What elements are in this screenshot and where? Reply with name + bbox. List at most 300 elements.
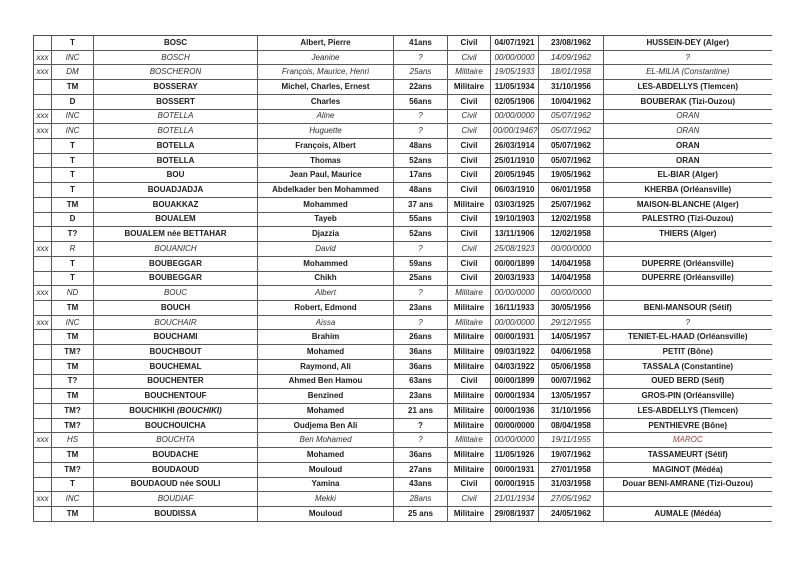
cell-code: T — [52, 168, 94, 183]
cell-surname: BOUBEGGAR — [94, 256, 258, 271]
cell-birth-date: 16/11/1933 — [491, 300, 539, 315]
cell-status: Civil — [448, 477, 491, 492]
cell-code: D — [52, 94, 94, 109]
cell-code: TM? — [52, 403, 94, 418]
cell-status: Militaire — [448, 65, 491, 80]
cell-age: 17ans — [394, 168, 448, 183]
table-row — [34, 183, 772, 198]
cell-code: INC — [52, 50, 94, 65]
cell-firstnames: Chikh — [258, 271, 394, 286]
cell-firstnames: Aline — [258, 109, 394, 124]
cell-birth-date: 00/00/0000 — [491, 433, 539, 448]
table-row — [34, 477, 772, 492]
cell-code: T — [52, 256, 94, 271]
cell-code: T? — [52, 374, 94, 389]
cell-code: T — [52, 153, 94, 168]
cell-code: TM? — [52, 345, 94, 360]
cell-event-date: 24/05/1962 — [539, 507, 604, 522]
cell-firstnames: Albert, Pierre — [258, 36, 394, 51]
cell-surname: BOSC — [94, 36, 258, 51]
table-row — [34, 80, 772, 95]
cell-age: 36ans — [394, 448, 448, 463]
cell-birth-date: 00/00/0000 — [491, 286, 539, 301]
table-row — [34, 109, 772, 124]
cell-place: EL-BIAR (Alger) — [604, 168, 772, 183]
cell-place: AUMALE (Médéa) — [604, 507, 772, 522]
cell-flag: xxx — [34, 433, 52, 448]
cell-flag: xxx — [34, 109, 52, 124]
cell-birth-date: 11/05/1926 — [491, 448, 539, 463]
cell-place: ? — [604, 50, 772, 65]
cell-firstnames: Huguette — [258, 124, 394, 139]
cell-code: TM — [52, 330, 94, 345]
cell-flag — [34, 183, 52, 198]
cell-age: ? — [394, 242, 448, 257]
cell-age: 48ans — [394, 183, 448, 198]
table-row — [34, 330, 772, 345]
table-row — [34, 315, 772, 330]
cell-place: KHERBA (Orléansville) — [604, 183, 772, 198]
cell-status: Militaire — [448, 433, 491, 448]
cell-firstnames: Aissa — [258, 315, 394, 330]
cell-age: 52ans — [394, 227, 448, 242]
cell-event-date: 00/00/0000 — [539, 286, 604, 301]
table-row — [34, 300, 772, 315]
table-row — [34, 94, 772, 109]
cell-firstnames: Yamina — [258, 477, 394, 492]
cell-surname: BOUCHAMI — [94, 330, 258, 345]
cell-place: EL-MILIA (Constantine) — [604, 65, 772, 80]
cell-event-date: 19/11/1955 — [539, 433, 604, 448]
cell-birth-date: 00/00/0000 — [491, 109, 539, 124]
cell-event-date: 31/10/1956 — [539, 403, 604, 418]
cell-surname: BOUALEM née BETTAHAR — [94, 227, 258, 242]
cell-flag — [34, 80, 52, 95]
cell-status: Civil — [448, 168, 491, 183]
cell-flag — [34, 507, 52, 522]
cell-birth-date: 03/03/1925 — [491, 197, 539, 212]
cell-age: 21 ans — [394, 403, 448, 418]
cell-place — [604, 242, 772, 257]
cell-place: PALESTRO (Tizi-Ouzou) — [604, 212, 772, 227]
cell-birth-date: 00/00/1934 — [491, 389, 539, 404]
cell-event-date: 12/02/1958 — [539, 212, 604, 227]
cell-flag: xxx — [34, 124, 52, 139]
cell-event-date: 31/10/1956 — [539, 80, 604, 95]
cell-status: Civil — [448, 242, 491, 257]
surname-text: BOUCHIKHI — [129, 405, 175, 415]
table-row — [34, 345, 772, 360]
cell-surname: BOUCHBOUT — [94, 345, 258, 360]
cell-age: ? — [394, 286, 448, 301]
cell-status: Militaire — [448, 315, 491, 330]
cell-code: T — [52, 477, 94, 492]
cell-status: Militaire — [448, 330, 491, 345]
cell-surname: BOUALEM — [94, 212, 258, 227]
cell-age: ? — [394, 315, 448, 330]
cell-birth-date: 06/03/1910 — [491, 183, 539, 198]
table-row — [34, 153, 772, 168]
cell-surname: BOUCHENTER — [94, 374, 258, 389]
cell-code: HS — [52, 433, 94, 448]
cell-event-date: 00/00/0000 — [539, 242, 604, 257]
cell-surname: BOUDISSA — [94, 507, 258, 522]
cell-firstnames: Jeanine — [258, 50, 394, 65]
cell-flag — [34, 359, 52, 374]
cell-flag — [34, 256, 52, 271]
cell-event-date: 08/04/1958 — [539, 418, 604, 433]
table-row — [34, 168, 772, 183]
cell-flag — [34, 374, 52, 389]
cell-event-date: 31/03/1958 — [539, 477, 604, 492]
cell-code: TM — [52, 197, 94, 212]
cell-place: TASSAMEURT (Sétif) — [604, 448, 772, 463]
table-row — [34, 286, 772, 301]
cell-place: DUPERRE (Orléansville) — [604, 256, 772, 271]
cell-place: THIERS (Alger) — [604, 227, 772, 242]
cell-surname: BOSSERT — [94, 94, 258, 109]
cell-surname: BOTELLA — [94, 153, 258, 168]
cell-age: 41ans — [394, 36, 448, 51]
table-row — [34, 374, 772, 389]
table-row — [34, 36, 772, 51]
cell-age: 56ans — [394, 94, 448, 109]
cell-surname: BOUCHENTOUF — [94, 389, 258, 404]
cell-event-date: 14/09/1962 — [539, 50, 604, 65]
cell-event-date: 05/07/1962 — [539, 153, 604, 168]
cell-status: Militaire — [448, 286, 491, 301]
cell-status: Civil — [448, 109, 491, 124]
cell-event-date: 06/01/1958 — [539, 183, 604, 198]
cell-place: ORAN — [604, 139, 772, 154]
cell-code: TM — [52, 359, 94, 374]
cell-firstnames: Raymond, Ali — [258, 359, 394, 374]
cell-firstnames: Jean Paul, Maurice — [258, 168, 394, 183]
cell-surname: BOTELLA — [94, 139, 258, 154]
table-row — [34, 271, 772, 286]
cell-surname: BOUCHEMAL — [94, 359, 258, 374]
cell-code: INC — [52, 109, 94, 124]
cell-flag — [34, 345, 52, 360]
cell-surname: BOUC — [94, 286, 258, 301]
cell-event-date: 27/05/1962 — [539, 492, 604, 507]
cell-status: Civil — [448, 124, 491, 139]
cell-status: Civil — [448, 94, 491, 109]
table-row — [34, 462, 772, 477]
cell-birth-date: 20/05/1945 — [491, 168, 539, 183]
cell-firstnames: Charles — [258, 94, 394, 109]
cell-code: INC — [52, 492, 94, 507]
cell-flag: xxx — [34, 286, 52, 301]
cell-flag — [34, 300, 52, 315]
cell-status: Militaire — [448, 80, 491, 95]
cell-event-date: 14/04/1958 — [539, 271, 604, 286]
cell-code: TM — [52, 448, 94, 463]
cell-birth-date: 11/05/1934 — [491, 80, 539, 95]
cell-event-date: 14/04/1958 — [539, 256, 604, 271]
cell-flag — [34, 448, 52, 463]
cell-place: Douar BENI-AMRANE (Tizi-Ouzou) — [604, 477, 772, 492]
cell-code: R — [52, 242, 94, 257]
cell-place: BOUBERAK (Tizi-Ouzou) — [604, 94, 772, 109]
cell-status: Civil — [448, 212, 491, 227]
cell-birth-date: 21/01/1934 — [491, 492, 539, 507]
cell-status: Civil — [448, 256, 491, 271]
cell-event-date: 05/07/1962 — [539, 124, 604, 139]
cell-status: Militaire — [448, 389, 491, 404]
cell-age: 27ans — [394, 462, 448, 477]
cell-age: 26ans — [394, 330, 448, 345]
cell-surname: BOUDACHE — [94, 448, 258, 463]
cell-birth-date: 20/03/1933 — [491, 271, 539, 286]
cell-status: Civil — [448, 492, 491, 507]
cell-status: Militaire — [448, 418, 491, 433]
cell-status: Civil — [448, 183, 491, 198]
cell-code: TM — [52, 507, 94, 522]
table-row — [34, 212, 772, 227]
cell-age: 25 ans — [394, 507, 448, 522]
cell-flag: xxx — [34, 242, 52, 257]
cell-status: Civil — [448, 227, 491, 242]
table-row — [34, 139, 772, 154]
cell-surname: BOUDAOUD née SOULI — [94, 477, 258, 492]
cell-code: TM? — [52, 462, 94, 477]
cell-firstnames: Mohamed — [258, 403, 394, 418]
cell-status: Militaire — [448, 345, 491, 360]
cell-event-date: 29/12/1955 — [539, 315, 604, 330]
cell-code: DM — [52, 65, 94, 80]
cell-birth-date: 04/03/1922 — [491, 359, 539, 374]
cell-place: TASSALA (Constantine) — [604, 359, 772, 374]
cell-birth-date: 25/01/1910 — [491, 153, 539, 168]
cell-birth-date: 00/00/0000 — [491, 50, 539, 65]
table-row — [34, 433, 772, 448]
cell-flag — [34, 197, 52, 212]
cell-firstnames: Mouloud — [258, 507, 394, 522]
cell-event-date: 05/06/1958 — [539, 359, 604, 374]
cell-status: Militaire — [448, 507, 491, 522]
table-row — [34, 448, 772, 463]
cell-age: ? — [394, 433, 448, 448]
table-row — [34, 359, 772, 374]
cell-age: ? — [394, 109, 448, 124]
cell-surname: BOUDIAF — [94, 492, 258, 507]
cell-flag: xxx — [34, 50, 52, 65]
cell-surname: BOUCHAIR — [94, 315, 258, 330]
cell-place: MAISON-BLANCHE (Alger) — [604, 197, 772, 212]
cell-birth-date: 00/00/1946? — [491, 124, 539, 139]
cell-code: INC — [52, 124, 94, 139]
cell-event-date: 14/05/1957 — [539, 330, 604, 345]
cell-birth-date: 00/00/0000 — [491, 418, 539, 433]
cell-surname: BOUCH — [94, 300, 258, 315]
cell-age: 48ans — [394, 139, 448, 154]
cell-firstnames: Robert, Edmond — [258, 300, 394, 315]
cell-status: Militaire — [448, 197, 491, 212]
cell-firstnames: Mouloud — [258, 462, 394, 477]
cell-birth-date: 25/08/1923 — [491, 242, 539, 257]
cell-flag — [34, 477, 52, 492]
cell-event-date: 00/07/1962 — [539, 374, 604, 389]
cell-place: GROS-PIN (Orléansville) — [604, 389, 772, 404]
cell-status: Militaire — [448, 403, 491, 418]
cell-status: Civil — [448, 153, 491, 168]
table-row — [34, 403, 772, 418]
cell-age: 37 ans — [394, 197, 448, 212]
cell-firstnames: David — [258, 242, 394, 257]
cell-code: ND — [52, 286, 94, 301]
cell-code: TM — [52, 80, 94, 95]
cell-event-date: 27/01/1958 — [539, 462, 604, 477]
cell-place: ? — [604, 315, 772, 330]
cell-flag — [34, 212, 52, 227]
cell-birth-date: 00/00/1931 — [491, 330, 539, 345]
table-row — [34, 65, 772, 80]
cell-status: Civil — [448, 50, 491, 65]
cell-place: MAGINOT (Médéa) — [604, 462, 772, 477]
cell-firstnames: Oudjema Ben Ali — [258, 418, 394, 433]
cell-age: 23ans — [394, 389, 448, 404]
cell-event-date: 05/07/1962 — [539, 109, 604, 124]
cell-place — [604, 492, 772, 507]
cell-age: 28ans — [394, 492, 448, 507]
cell-firstnames: Benzined — [258, 389, 394, 404]
cell-firstnames: Djazzia — [258, 227, 394, 242]
cell-flag: xxx — [34, 492, 52, 507]
cell-surname: BOSSERAY — [94, 80, 258, 95]
cell-age: 63ans — [394, 374, 448, 389]
cell-flag — [34, 418, 52, 433]
cell-code: T — [52, 36, 94, 51]
table-row — [34, 124, 772, 139]
cell-surname: BOSCH — [94, 50, 258, 65]
table-row — [34, 389, 772, 404]
cell-place: TENIET-EL-HAAD (Orléansville) — [604, 330, 772, 345]
cell-age: ? — [394, 124, 448, 139]
cell-birth-date: 09/03/1922 — [491, 345, 539, 360]
cell-flag: xxx — [34, 315, 52, 330]
table-row — [34, 418, 772, 433]
cell-birth-date: 04/07/1921 — [491, 36, 539, 51]
cell-birth-date: 19/05/1933 — [491, 65, 539, 80]
cell-firstnames: Ahmed Ben Hamou — [258, 374, 394, 389]
cell-age: 25ans — [394, 65, 448, 80]
cell-place: LES-ABDELLYS (Tlemcen) — [604, 403, 772, 418]
cell-age: 59ans — [394, 256, 448, 271]
cell-flag — [34, 36, 52, 51]
cell-place: ORAN — [604, 109, 772, 124]
cell-code: D — [52, 212, 94, 227]
cell-age: 22ans — [394, 80, 448, 95]
table-row — [34, 256, 772, 271]
cell-birth-date: 26/03/1914 — [491, 139, 539, 154]
cell-birth-date: 00/00/1899 — [491, 256, 539, 271]
cell-age: 52ans — [394, 153, 448, 168]
cell-place: PENTHIEVRE (Bône) — [604, 418, 772, 433]
cell-status: Militaire — [448, 300, 491, 315]
cell-code: TM? — [52, 418, 94, 433]
cell-birth-date: 00/00/1915 — [491, 477, 539, 492]
cell-firstnames: Thomas — [258, 153, 394, 168]
cell-event-date: 23/08/1962 — [539, 36, 604, 51]
cell-birth-date: 00/00/0000 — [491, 315, 539, 330]
cell-code: TM — [52, 389, 94, 404]
cell-age: 25ans — [394, 271, 448, 286]
cell-code: T — [52, 271, 94, 286]
cell-birth-date: 13/11/1906 — [491, 227, 539, 242]
cell-surname: BOTELLA — [94, 124, 258, 139]
cell-firstnames: Michel, Charles, Ernest — [258, 80, 394, 95]
surname-alt-text: (BOUCHIKI) — [176, 405, 222, 415]
cell-firstnames: Mohammed — [258, 256, 394, 271]
cell-code: T — [52, 139, 94, 154]
cell-place: ORAN — [604, 153, 772, 168]
table-row — [34, 197, 772, 212]
cell-status: Civil — [448, 139, 491, 154]
cell-code: TM — [52, 300, 94, 315]
cell-flag — [34, 271, 52, 286]
cell-firstnames: Mekki — [258, 492, 394, 507]
cell-age: 23ans — [394, 300, 448, 315]
cell-surname: BOU — [94, 168, 258, 183]
cell-surname: BOUBEGGAR — [94, 271, 258, 286]
cell-code: T? — [52, 227, 94, 242]
table-row — [34, 50, 772, 65]
cell-firstnames: Mohamed — [258, 345, 394, 360]
cell-event-date: 12/02/1958 — [539, 227, 604, 242]
cell-flag: xxx — [34, 65, 52, 80]
cell-surname: BOUCHOUICHA — [94, 418, 258, 433]
cell-code: INC — [52, 315, 94, 330]
cell-event-date: 04/06/1958 — [539, 345, 604, 360]
cell-surname: BOTELLA — [94, 109, 258, 124]
cell-age: ? — [394, 50, 448, 65]
cell-birth-date: 00/00/1931 — [491, 462, 539, 477]
cell-firstnames: Mohamed — [258, 448, 394, 463]
cell-surname — [94, 403, 258, 418]
cell-place: MAROC — [604, 433, 772, 448]
cell-status: Militaire — [448, 448, 491, 463]
cell-place: BENI-MANSOUR (Sétif) — [604, 300, 772, 315]
cell-event-date: 25/07/1962 — [539, 197, 604, 212]
cell-flag — [34, 139, 52, 154]
cell-place: LES-ABDELLYS (Tlemcen) — [604, 80, 772, 95]
cell-event-date: 18/01/1958 — [539, 65, 604, 80]
cell-status: Militaire — [448, 462, 491, 477]
cell-event-date: 13/05/1957 — [539, 389, 604, 404]
cell-firstnames: Tayeb — [258, 212, 394, 227]
cell-surname: BOUANICH — [94, 242, 258, 257]
cell-firstnames: François, Maurice, Henri — [258, 65, 394, 80]
cell-age: 43ans — [394, 477, 448, 492]
cell-flag — [34, 227, 52, 242]
cell-surname: BOUCHTA — [94, 433, 258, 448]
cell-status: Civil — [448, 271, 491, 286]
cell-status: Militaire — [448, 359, 491, 374]
cell-birth-date: 29/08/1937 — [491, 507, 539, 522]
cell-place: OUED BERD (Sétif) — [604, 374, 772, 389]
cell-birth-date: 19/10/1903 — [491, 212, 539, 227]
cell-surname: BOUAKKAZ — [94, 197, 258, 212]
table-body — [34, 36, 772, 522]
cell-surname: BOUDAOUD — [94, 462, 258, 477]
table-row — [34, 227, 772, 242]
cell-status: Civil — [448, 374, 491, 389]
cell-age: 36ans — [394, 359, 448, 374]
cell-place — [604, 286, 772, 301]
cell-flag — [34, 330, 52, 345]
cell-birth-date: 02/05/1906 — [491, 94, 539, 109]
